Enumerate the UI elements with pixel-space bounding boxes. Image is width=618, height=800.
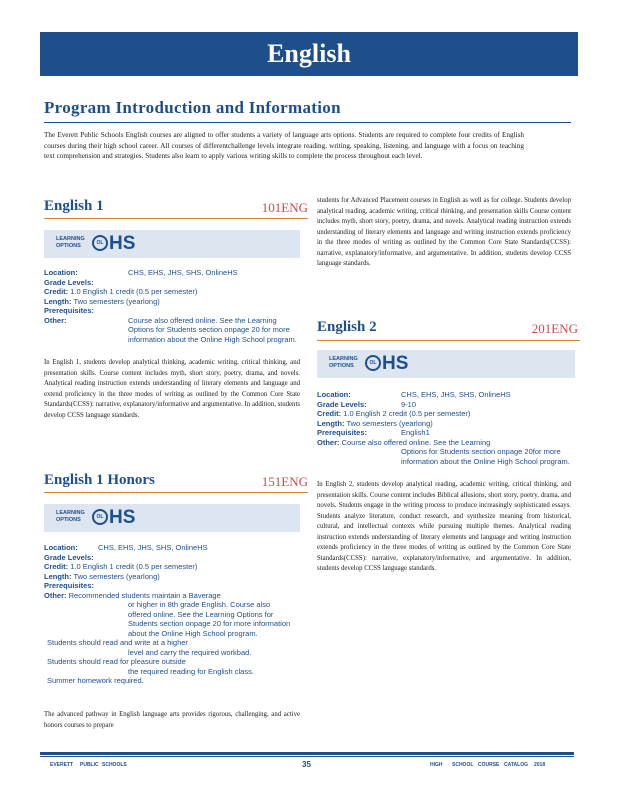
- length-label: Length:: [44, 571, 72, 581]
- grade-label: Grade Levels:: [44, 277, 94, 287]
- online-icon: OL: [92, 509, 108, 525]
- location-value: CHS, EHS, JHS, SHS, OnlineHS: [98, 543, 208, 552]
- course-info-english-1-honors: [44, 543, 304, 686]
- course-rule: [44, 218, 308, 219]
- location-value: CHS, EHS, JHS, SHS, OnlineHS: [401, 390, 511, 399]
- other-value-line: information about the Online High School program.: [128, 334, 297, 344]
- footer-word: EVERETT: [50, 762, 74, 768]
- location-label: Location:: [44, 268, 78, 277]
- other-label: Other:: [44, 590, 67, 600]
- page-banner: English: [40, 32, 578, 76]
- learning-options-label: LEARNING OPTIONS: [329, 356, 358, 369]
- course-rule: [317, 340, 580, 341]
- other-value: Course also offered online. See the Learning: [128, 315, 277, 325]
- credit-label: Credit:: [44, 287, 69, 296]
- hs-logo: HS: [382, 353, 409, 374]
- credit-value: 1.0 English 1 credit (0.5 per semester): [70, 562, 198, 571]
- honors-note: Summer homework required.: [47, 676, 144, 685]
- credit-value: 1.0 English 1 credit (0.5 per semester): [70, 287, 198, 296]
- course-title-english-1: English 1: [44, 198, 104, 214]
- course-info-english-1: [44, 268, 304, 344]
- footer-word: COURSE: [478, 762, 500, 768]
- footer-word: SCHOOLS: [102, 762, 127, 768]
- location-label: Location:: [317, 390, 351, 399]
- learning-options-box: [44, 230, 300, 258]
- other-value-line: offered online. See the Learning Options for: [128, 609, 274, 619]
- other-value-line: Options for Students section onpage 20 for more: [128, 325, 290, 334]
- prereq-label: Prerequisites:: [317, 428, 368, 437]
- prereq-label: Prerequisites:: [44, 306, 95, 315]
- course-code-english-2: 201ENG: [531, 321, 578, 336]
- learning-options-label: LEARNING OPTIONS: [56, 510, 85, 523]
- course-rule: [44, 492, 308, 493]
- other-value: Recommended students maintain a Baverage: [68, 590, 221, 600]
- credit-label: Credit:: [44, 562, 69, 571]
- location-value: CHS, EHS, JHS, SHS, OnlineHS: [128, 268, 238, 277]
- length-label: Length:: [44, 296, 72, 306]
- other-value-line: information about the Online High School program.: [401, 456, 570, 466]
- other-value-line: or higher in 8th grade English. Course also: [128, 600, 271, 609]
- credit-label: Credit:: [317, 409, 342, 418]
- online-icon: OL: [92, 235, 108, 251]
- other-value-line: Options for Students section onpage 20for more: [401, 447, 561, 456]
- online-icon: OL: [365, 355, 381, 371]
- honors-note: Students should read for pleasure outside: [47, 657, 186, 666]
- learning-options-box: [317, 350, 575, 378]
- honors-note-line: the required reading for English class.: [128, 666, 254, 676]
- footer-word: HIGH: [430, 762, 443, 768]
- other-value-line: about the Online High School program.: [128, 628, 258, 638]
- other-label: Other:: [317, 437, 340, 447]
- honors-note-line: level and carry the required workbad.: [128, 647, 252, 657]
- course-info-english-2: [317, 390, 579, 466]
- footer-rule: [40, 752, 574, 755]
- prereq-value: English1: [401, 428, 430, 437]
- learning-options-box: [44, 504, 300, 532]
- length-value: Two semesters (yearlong): [73, 296, 160, 306]
- course-description-english-2: In English 2, students develop analytical reading, academic writing, critical thinking, and presentation skills. Course content includes Biblical allusions, short story, poetry, drama, and novels. Students engage in the writing process to produce increasingly sophisticated essays. Students analyze literature, conduct research, and synthesize meaning from historical, cultural, and intellectual contexts while pursuing multiple themes. Analytical reading instruction extends understanding of literary elements and language and writing instruction extends proficiency in the three modes of writing as outlined by the Common Core State Standards(CCSS): narrative, explanatory/informative, and argumentative. In addition, students develop CCSS language standards.: [317, 481, 571, 572]
- footer-word: CATALOG: [504, 762, 528, 768]
- course-description-english-1-honors: The advanced pathway in English language arts provides rigorous, challenging, and active honors courses to prepare: [44, 711, 300, 729]
- course-title-english-1-honors: English 1 Honors: [44, 472, 155, 488]
- course-title-english-2: English 2: [317, 319, 377, 335]
- grade-label: Grade Levels:: [44, 552, 94, 562]
- footer-word: SCHOOL: [452, 762, 474, 768]
- course-code-english-1: 101ENG: [261, 200, 308, 215]
- other-value: Course also offered online. See the Learning: [341, 437, 491, 447]
- other-label: Other:: [44, 315, 67, 325]
- footer-rule-thin: [40, 756, 574, 757]
- hs-logo: HS: [109, 233, 136, 254]
- intro-paragraph: The Everett Public Schools English courses are aligned to offer students a variety of language arts options. Students are required to complete four credits of English courses during their high school career. All courses of differentchallenge levels integrate reading, writing, speaking, listening, and language with a focus on teaching text comprehension and strategies. Students also learn to apply various writing skills to complete the process throughout each level.: [44, 131, 524, 160]
- heading-rule: [44, 122, 571, 123]
- hs-logo: HS: [109, 507, 136, 528]
- course-description-continued: students for Advanced Placement courses in English as well as for college. Students develop analytical reading, academic writing, critical thinking, and presentation skills Course content includes myth, short story, poetry, drama, and novels. Analytical reading instruction extends understanding of literary elements and language and writing instruction extends proficiency in the three modes of writing as outlined by the Common Core State Standards(CCSS): narrative, explanatory/informative, and argumentative. In addition, students develop CCSS language standards.: [317, 197, 571, 267]
- length-value: Two semesters (yearlong): [73, 571, 160, 581]
- learning-options-label: LEARNING OPTIONS: [56, 236, 85, 249]
- grade-label: Grade Levels:: [317, 399, 367, 409]
- section-heading: Program Introduction and Information: [44, 98, 341, 117]
- page-number: 35: [302, 760, 311, 769]
- course-description-english-1: In English 1, students develop analytical thinking, academic writing, critical thinking, and presentation skills. Course content includes myth, short story, poetry, drama, and novels. Analytical reading instruction extends understanding of literary elements and language and extend proficiency in the three modes of writing as outlined by the Common Core State Standards(CCSS): narrative, explanatory/informative and argumentative. In addition, students develop CCSS language standards.: [44, 359, 300, 419]
- length-value: Two semesters (yearlong): [346, 418, 433, 428]
- footer-word: 2018: [534, 762, 546, 768]
- honors-note: Students should read and write at a higher: [47, 638, 188, 647]
- course-code-english-1-honors: 151ENG: [261, 474, 308, 489]
- location-label: Location:: [44, 543, 78, 552]
- prereq-label: Prerequisites:: [44, 581, 95, 590]
- credit-value: 1.0 English 2 credit (0.5 per semester): [343, 409, 471, 418]
- length-label: Length:: [317, 418, 345, 428]
- footer-word: PUBLIC: [80, 762, 99, 768]
- other-value-line: Students section onpage 20 for more information: [128, 619, 291, 628]
- grade-value: 9-10: [401, 399, 417, 409]
